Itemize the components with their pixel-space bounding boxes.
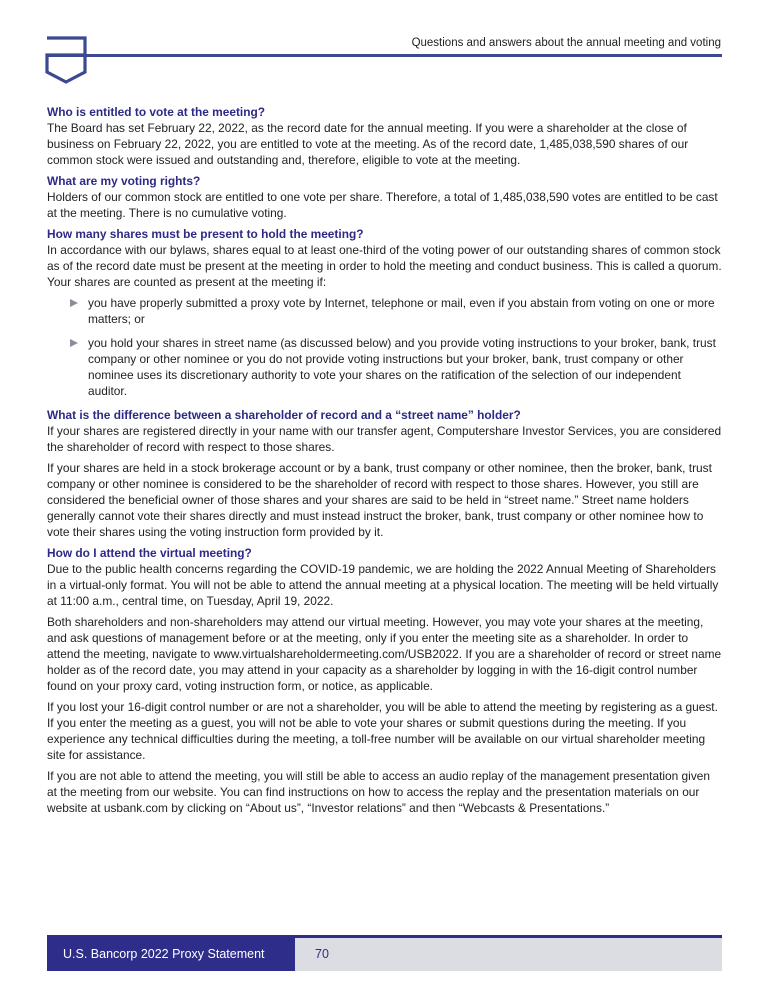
list-item bbox=[88, 335, 723, 399]
qa-section bbox=[47, 407, 723, 540]
paragraph: The Board has set February 22, 2022, as the record date for the annual meeting. If you were a shareholder at the close of business on February 22, 2022, you are entitled to vote at the meeting. As of the record date, 1,485,038,590 shares of our common stock were issued and outstanding and, therefore, eligible to vote at the meeting. bbox=[47, 121, 689, 167]
bullet-list bbox=[47, 295, 723, 399]
footer bbox=[47, 935, 722, 971]
section-heading: What are my voting rights? bbox=[47, 174, 201, 188]
header-divider bbox=[47, 54, 722, 57]
list-item-text: you have properly submitted a proxy vote by Internet, telephone or mail, even if you abstain from voting on one or more matters; or bbox=[88, 296, 715, 326]
section-heading: What is the difference between a shareholder of record and a “street name” holder? bbox=[47, 408, 521, 422]
qa-section bbox=[47, 173, 723, 221]
triangle-bullet-icon bbox=[70, 339, 78, 347]
paragraph: Both shareholders and non-shareholders may attend our virtual meeting. However, you may vote your shares at the meeting, and ask questions of management before or at the meeting, only if you enter the meeting site as a shareholder. In order to attend the meeting, navigate to www.virtualshareholdermeeting.com/USB2022. If you are a shareholder of record or street name holder as of the record date, you may attend in your capacity as a shareholder by logging in with the 16-digit control number found on your proxy card, voting instruction form, or notice, as applicable. bbox=[47, 615, 722, 693]
paragraph: Holders of our common stock are entitled to one vote per share. Therefore, a total of 1,485,038,590 votes are entitled to be cast at the meeting. There is no cumulative voting. bbox=[47, 190, 718, 220]
footer-title: U.S. Bancorp 2022 Proxy Statement bbox=[47, 938, 295, 971]
section-heading: How do I attend the virtual meeting? bbox=[47, 546, 252, 560]
list-item-text: you hold your shares in street name (as discussed below) and you provide voting instructions to your broker, bank, trust company or other nominee or you do not provide voting instructions but your broker, bank, trust company or other nominee uses its discretionary authority to vote your shares on the ratification of the selection of our independent auditor. bbox=[88, 336, 716, 398]
header-title: Questions and answers about the annual meeting and voting bbox=[411, 37, 721, 49]
document-body bbox=[47, 104, 723, 821]
shield-logo-icon bbox=[45, 35, 89, 85]
paragraph: In accordance with our bylaws, shares equal to at least one-third of the voting power of our outstanding shares of common stock as of the record date must be present at the meeting in order to hold the meeting and conduct business. This is called a quorum. Your shares are counted as present at the meeting if: bbox=[47, 243, 722, 289]
paragraph: If you are not able to attend the meeting, you will still be able to access an audio replay of the management presentation given at the meeting from our website. You can find instructions on how to access the replay and the presentation materials on our website at usbank.com by clicking on “About us”, “Investor relations” and then “Webcasts & Presentations.” bbox=[47, 769, 710, 815]
qa-section bbox=[47, 545, 723, 816]
qa-section bbox=[47, 226, 723, 399]
section-heading: How many shares must be present to hold the meeting? bbox=[47, 227, 364, 241]
paragraph: If your shares are registered directly in your name with our transfer agent, Computershare Investor Services, you are considered the shareholder of record with respect to those shares. bbox=[47, 424, 722, 454]
page-number: 70 bbox=[315, 947, 329, 961]
triangle-bullet-icon bbox=[70, 299, 78, 307]
paragraph: If your shares are held in a stock brokerage account or by a bank, trust company or other nominee, then the broker, bank, trust company or other nominee is considered to be the shareholder of record with respect to those shares. However, you still are considered the beneficial owner of those shares and your shares are said to be held in “street name.” Street name holders generally cannot vote their shares directly and must instead instruct the broker, bank, trust company or other nominee how to vote their shares using the voting instruction form provided by it. bbox=[47, 461, 712, 539]
section-heading: Who is entitled to vote at the meeting? bbox=[47, 105, 266, 119]
paragraph: If you lost your 16-digit control number or are not a shareholder, you will be able to attend the meeting by registering as a guest. If you enter the meeting as a guest, you will not be able to vote your shares or submit questions during the meeting. If you experience any technical difficulties during the meeting, a toll-free number will be available on our virtual shareholder meeting site for assistance. bbox=[47, 700, 718, 762]
paragraph: Due to the public health concerns regarding the COVID-19 pandemic, we are holding the 2022 Annual Meeting of Shareholders in a virtual-only format. You will not be able to attend the annual meeting at a physical location. The meeting will be held virtually at 11:00 a.m., central time, on Tuesday, April 19, 2022. bbox=[47, 562, 719, 608]
qa-section bbox=[47, 104, 723, 168]
list-item bbox=[88, 295, 723, 327]
